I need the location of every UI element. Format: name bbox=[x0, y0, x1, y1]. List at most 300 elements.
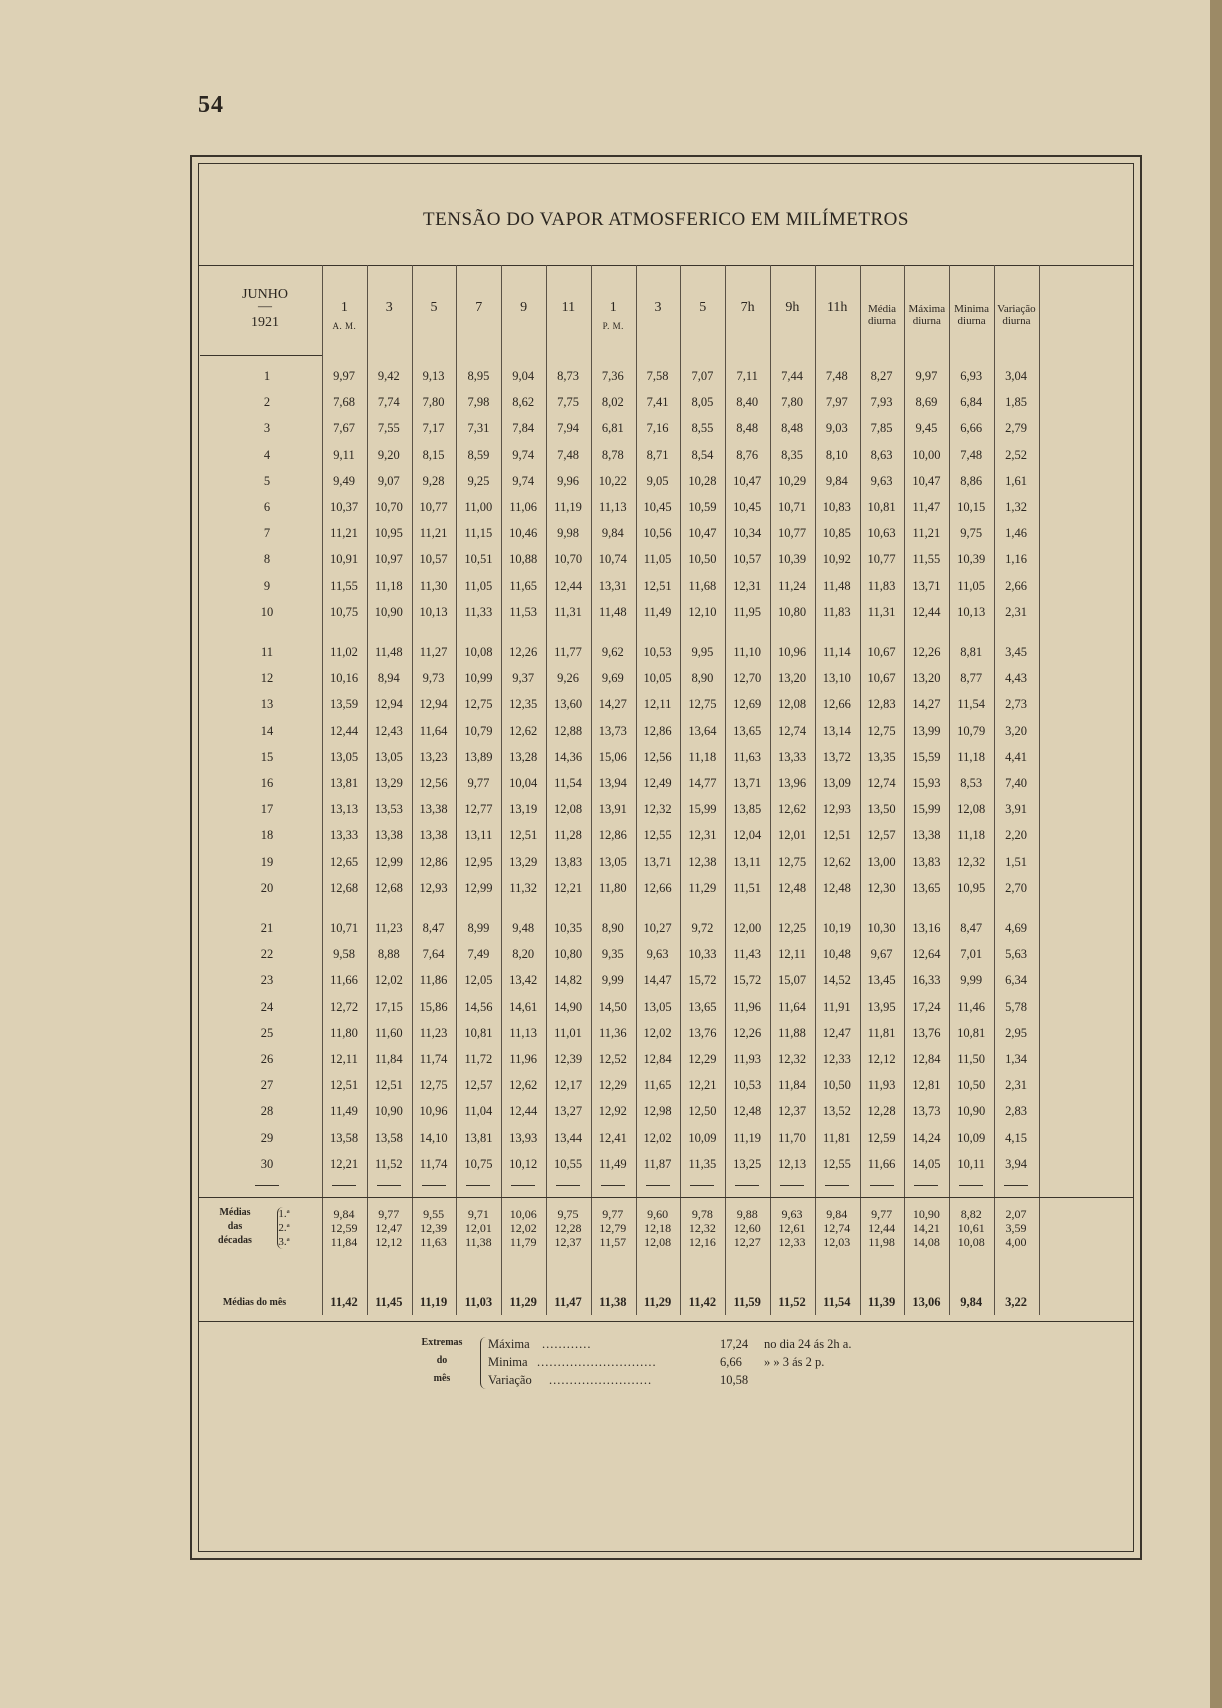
table-cell: 10,55 bbox=[553, 1156, 583, 1171]
table-cell: 13,65 bbox=[912, 880, 941, 895]
table-cell: 8,15 bbox=[422, 447, 445, 462]
column-header-sub: A. M. bbox=[332, 321, 357, 331]
table-cell: 12,62 bbox=[509, 723, 538, 738]
table-cell: 10,96 bbox=[419, 1104, 448, 1119]
decade-cell: 14,08 bbox=[912, 1235, 940, 1249]
table-cell: 9,63 bbox=[646, 947, 669, 962]
table-cell: 12,10 bbox=[688, 604, 717, 619]
table-cell: 11,15 bbox=[464, 526, 493, 541]
table-cell: 15,07 bbox=[777, 973, 807, 988]
table-cell: 11,65 bbox=[643, 1078, 672, 1093]
table-cell: 9,62 bbox=[601, 645, 624, 659]
table-cell: 15,99 bbox=[912, 802, 941, 817]
column-header-top: 9 bbox=[520, 300, 528, 315]
column-header bbox=[591, 302, 636, 332]
table-cell: 7,98 bbox=[467, 395, 490, 410]
table-cell: 13,50 bbox=[867, 802, 896, 817]
day-label: 18 bbox=[260, 828, 274, 843]
day-label: 5 bbox=[263, 473, 271, 488]
table-cell: 12,21 bbox=[329, 1156, 359, 1171]
table-cell: 11,86 bbox=[419, 973, 448, 988]
decade-cell: 3,59 bbox=[1005, 1221, 1027, 1235]
table-cell: 9,63 bbox=[870, 473, 893, 488]
table-cell: 12,77 bbox=[464, 802, 493, 817]
table-cell: 11,13 bbox=[509, 1025, 538, 1040]
table-cell: 13,53 bbox=[374, 802, 403, 817]
column-header bbox=[725, 302, 770, 320]
separator-dash bbox=[332, 1185, 356, 1186]
table-cell: 9,58 bbox=[333, 947, 355, 962]
extremes-label: Extremas bbox=[421, 1337, 463, 1348]
table-cell: 13,72 bbox=[822, 749, 851, 764]
table-cell: 13,19 bbox=[509, 802, 538, 817]
table-cell: 8,78 bbox=[601, 447, 624, 462]
table-cell: 12,29 bbox=[688, 1052, 717, 1066]
table-cell: 12,32 bbox=[777, 1052, 807, 1066]
day-label: 25 bbox=[260, 1025, 274, 1040]
table-cell: 10,50 bbox=[688, 552, 717, 567]
table-cell: 11,80 bbox=[598, 880, 627, 895]
table-cell: 8,76 bbox=[736, 447, 759, 462]
decade-cell: 12,18 bbox=[644, 1221, 672, 1235]
table-cell: 13,09 bbox=[822, 776, 851, 790]
table-cell: 12,95 bbox=[464, 854, 493, 869]
table-cell: 12,29 bbox=[598, 1078, 627, 1093]
table-cell: 10,80 bbox=[777, 604, 807, 619]
table-cell: 12,08 bbox=[553, 802, 583, 817]
table-cell: 8,35 bbox=[781, 447, 803, 462]
day-label: 14 bbox=[260, 723, 274, 738]
table-cell: 12,31 bbox=[733, 578, 762, 593]
table-cell: 11,52 bbox=[374, 1156, 403, 1171]
table-cell: 2,20 bbox=[1005, 828, 1027, 843]
decade-cell: 11,79 bbox=[509, 1235, 537, 1249]
table-cell: 10,81 bbox=[957, 1025, 986, 1040]
table-cell: 12,13 bbox=[777, 1156, 807, 1171]
table-cell: 12,30 bbox=[867, 880, 896, 895]
decades-label: Médias bbox=[219, 1207, 251, 1218]
table-cell: 12,02 bbox=[374, 973, 403, 988]
table-cell: 7,44 bbox=[781, 369, 803, 383]
decade-cell: 12,59 bbox=[330, 1221, 358, 1235]
decade-cell: 12,47 bbox=[375, 1221, 403, 1235]
table-cell: 14,24 bbox=[912, 1130, 941, 1145]
table-cell: 11,31 bbox=[867, 604, 896, 619]
table-cell: 13,91 bbox=[598, 802, 627, 817]
table-cell: 10,83 bbox=[822, 500, 851, 514]
table-cell: 11,84 bbox=[374, 1052, 403, 1066]
day-label: 20 bbox=[260, 880, 274, 895]
table-cell: 12,84 bbox=[643, 1052, 672, 1066]
table-cell: 14,50 bbox=[598, 999, 627, 1014]
table-cell: 11,33 bbox=[464, 604, 493, 619]
table-cell: 2,31 bbox=[1005, 604, 1027, 619]
table-cell: 8,81 bbox=[960, 645, 983, 659]
table-cell: 7,74 bbox=[377, 395, 400, 410]
table-cell: 11,54 bbox=[554, 776, 582, 790]
table-cell: 1,51 bbox=[1005, 854, 1027, 869]
table-cell: 7,48 bbox=[557, 447, 579, 462]
table-cell: 8,40 bbox=[736, 395, 759, 410]
table-cell: 12,75 bbox=[688, 697, 717, 712]
table-cell: 13,60 bbox=[553, 697, 583, 712]
table-cell: 8,90 bbox=[601, 921, 624, 935]
table-cell: 11,54 bbox=[957, 697, 986, 712]
table-cell: 12,74 bbox=[777, 723, 807, 738]
table-cell: 10,56 bbox=[643, 526, 672, 541]
decade-cell: 12,44 bbox=[868, 1221, 896, 1235]
decade-cell: 9,75 bbox=[557, 1207, 579, 1221]
table-cell: 8,73 bbox=[557, 369, 579, 383]
table-cell: 9,69 bbox=[601, 671, 624, 686]
month-mean-cell: 3,22 bbox=[1005, 1295, 1027, 1309]
table-cell: 10,90 bbox=[957, 1104, 986, 1119]
table-cell: 9,04 bbox=[512, 369, 535, 383]
table-cell: 12,62 bbox=[822, 854, 851, 869]
table-cell: 10,19 bbox=[822, 921, 851, 935]
table-cell: 11,66 bbox=[330, 973, 358, 988]
separator-dash bbox=[377, 1185, 401, 1186]
decade-cell: 12,61 bbox=[778, 1221, 806, 1235]
table-cell: 12,65 bbox=[329, 854, 359, 869]
decade-cell: 12,74 bbox=[823, 1221, 851, 1235]
table-cell: 13,76 bbox=[688, 1025, 717, 1040]
table-cell: 11,28 bbox=[554, 828, 582, 843]
decade-cell: 9,88 bbox=[736, 1207, 758, 1221]
table-cell: 10,09 bbox=[957, 1130, 986, 1145]
table-cell: 13,64 bbox=[688, 723, 717, 738]
table-cell: 6,81 bbox=[601, 421, 624, 436]
table-cell: 10,29 bbox=[777, 473, 807, 488]
table-cell: 7,80 bbox=[422, 395, 445, 410]
table-cell: 7,01 bbox=[960, 947, 983, 962]
table-cell: 10,90 bbox=[374, 1104, 403, 1119]
table-cell: 1,32 bbox=[1005, 500, 1027, 514]
summary-rule bbox=[198, 1197, 1134, 1198]
decade-cell: 11,57 bbox=[599, 1235, 627, 1249]
table-cell: 9,37 bbox=[512, 671, 535, 686]
month-mean-cell: 11,29 bbox=[643, 1295, 672, 1309]
table-cell: 10,45 bbox=[733, 500, 762, 514]
separator-dash bbox=[466, 1185, 490, 1186]
table-cell: 10,71 bbox=[777, 500, 807, 514]
table-cell: 8,95 bbox=[467, 369, 490, 383]
table-cell: 12,51 bbox=[509, 828, 538, 843]
table-cell: 8,05 bbox=[691, 395, 714, 410]
table-cell: 11,49 bbox=[643, 604, 672, 619]
table-cell: 12,59 bbox=[867, 1130, 896, 1145]
extreme-dots: ......................... bbox=[549, 1373, 653, 1387]
separator-dash bbox=[735, 1185, 759, 1186]
day-label: 24 bbox=[260, 999, 274, 1014]
table-cell: 17,15 bbox=[374, 999, 403, 1014]
day-label: 6 bbox=[263, 500, 271, 514]
table-cell: 12,86 bbox=[419, 854, 448, 869]
table-cell: 9,99 bbox=[960, 973, 983, 988]
table-cell: 12,92 bbox=[598, 1104, 627, 1119]
table-cell: 9,25 bbox=[467, 473, 490, 488]
table-cell: 12,81 bbox=[912, 1078, 941, 1093]
table-cell: 4,43 bbox=[1005, 671, 1027, 686]
table-cell: 11,23 bbox=[374, 921, 403, 935]
table-cell: 11,48 bbox=[822, 578, 851, 593]
decade-cell: 14,21 bbox=[912, 1221, 940, 1235]
table-cell: 12,75 bbox=[464, 697, 493, 712]
table-cell: 10,45 bbox=[643, 500, 672, 514]
table-cell: 10,53 bbox=[733, 1078, 762, 1093]
table-cell: 12,02 bbox=[643, 1025, 672, 1040]
table-cell: 11,31 bbox=[554, 604, 582, 619]
table-cell: 8,48 bbox=[736, 421, 759, 436]
decade-cell: 11,38 bbox=[465, 1235, 492, 1249]
table-cell: 11,36 bbox=[598, 1025, 627, 1040]
table-cell: 13,16 bbox=[912, 921, 941, 935]
table-cell: 10,57 bbox=[419, 552, 448, 567]
separator-dash bbox=[914, 1185, 938, 1186]
table-cell: 7,49 bbox=[467, 947, 490, 962]
extreme-name: Minima bbox=[488, 1355, 528, 1369]
column-header-top: 5 bbox=[699, 300, 707, 315]
table-cell: 13,65 bbox=[733, 723, 762, 738]
table-cell: 7,07 bbox=[691, 369, 714, 383]
table-cell: 10,95 bbox=[374, 526, 403, 541]
table-cell: 9,75 bbox=[960, 526, 983, 541]
table-cell: 12,75 bbox=[777, 854, 807, 869]
month-mean-cell: 11,45 bbox=[375, 1295, 403, 1309]
page-number: 54 bbox=[198, 92, 224, 118]
table-cell: 15,86 bbox=[419, 999, 448, 1014]
table-cell: 11,95 bbox=[733, 604, 762, 619]
table-cell: 8,90 bbox=[691, 671, 714, 686]
table-cell: 13,99 bbox=[912, 723, 941, 738]
table-cell: 12,88 bbox=[553, 723, 583, 738]
table-cell: 11,23 bbox=[419, 1025, 448, 1040]
table-cell: 7,68 bbox=[333, 395, 355, 410]
separator-dash bbox=[422, 1185, 446, 1186]
table-cell: 7,93 bbox=[870, 395, 893, 410]
table-cell: 12,44 bbox=[509, 1104, 538, 1119]
table-cell: 12,48 bbox=[733, 1104, 762, 1119]
table-cell: 12,68 bbox=[329, 880, 359, 895]
table-cell: 8,20 bbox=[512, 947, 535, 962]
table-cell: 11,21 bbox=[330, 526, 358, 541]
table-cell: 11,53 bbox=[509, 604, 538, 619]
extremes-label: mês bbox=[433, 1373, 451, 1384]
separator-dash bbox=[601, 1185, 625, 1186]
table-cell: 9,84 bbox=[825, 473, 848, 488]
table-cell: 11,32 bbox=[509, 880, 538, 895]
table-cell: 9,67 bbox=[870, 947, 893, 962]
decade-cell: 10,06 bbox=[509, 1207, 537, 1221]
table-cell: 12,99 bbox=[374, 854, 403, 869]
table-cell: 14,77 bbox=[688, 776, 717, 790]
table-cell: 9,07 bbox=[377, 473, 400, 488]
table-cell: 12,39 bbox=[553, 1052, 583, 1066]
month-mean-cell: 11,38 bbox=[599, 1295, 627, 1309]
table-cell: 10,74 bbox=[598, 552, 627, 567]
table-cell: 3,91 bbox=[1005, 802, 1027, 817]
table-cell: 12,48 bbox=[822, 880, 851, 895]
table-cell: 3,94 bbox=[1005, 1156, 1027, 1171]
table-cell: 12,84 bbox=[912, 1052, 941, 1066]
table-cell: 12,05 bbox=[464, 973, 493, 988]
table-cell: 13,23 bbox=[419, 749, 448, 764]
decade-cell: 12,28 bbox=[554, 1221, 582, 1235]
table-cell: 10,04 bbox=[509, 776, 538, 790]
table-cell: 13,85 bbox=[733, 802, 762, 817]
table-cell: 2,79 bbox=[1005, 421, 1027, 436]
table-cell: 13,76 bbox=[912, 1025, 941, 1040]
table-cell: 12,51 bbox=[643, 578, 672, 593]
table-cell: 10,47 bbox=[688, 526, 717, 541]
table-cell: 11,80 bbox=[330, 1025, 358, 1040]
table-cell: 9,49 bbox=[333, 473, 355, 488]
table-cell: 10,71 bbox=[329, 921, 359, 935]
column-header-sub: diurna bbox=[867, 315, 897, 327]
column-header bbox=[636, 302, 681, 320]
table-cell: 14,90 bbox=[553, 999, 583, 1014]
day-label: 27 bbox=[260, 1078, 274, 1093]
table-cell: 10,80 bbox=[553, 947, 583, 962]
table-cell: 9,96 bbox=[557, 473, 579, 488]
decade-cell: 10,90 bbox=[912, 1207, 940, 1221]
extreme-dots: ............ bbox=[542, 1337, 592, 1351]
day-label: 17 bbox=[260, 802, 274, 817]
extreme-note: no dia 24 ás 2h a. bbox=[764, 1337, 852, 1351]
table-cell: 10,99 bbox=[464, 671, 493, 686]
table-cell: 17,24 bbox=[912, 999, 941, 1014]
table-cell: 11,65 bbox=[509, 578, 538, 593]
table-cell: 10,39 bbox=[957, 552, 986, 567]
column-header bbox=[949, 303, 994, 327]
day-label: 21 bbox=[260, 921, 274, 935]
table-cell: 11,19 bbox=[733, 1130, 762, 1145]
decade-cell: 12,33 bbox=[778, 1235, 806, 1249]
month-mean-cell: 11,52 bbox=[778, 1295, 806, 1309]
table-cell: 12,50 bbox=[688, 1104, 717, 1119]
table-cell: 10,27 bbox=[643, 921, 672, 935]
table-cell: 14,27 bbox=[912, 697, 941, 712]
table-cell: 1,16 bbox=[1005, 552, 1027, 567]
table-cell: 15,59 bbox=[912, 749, 941, 764]
table-cell: 16,33 bbox=[912, 973, 941, 988]
table-cell: 13,73 bbox=[598, 723, 627, 738]
table-cell: 9,28 bbox=[422, 473, 445, 488]
decade-cell: 9,77 bbox=[602, 1207, 624, 1221]
decade-name: 3.ª bbox=[278, 1236, 290, 1248]
table-cell: 11,81 bbox=[822, 1130, 851, 1145]
table-cell: 14,27 bbox=[598, 697, 627, 712]
table-cell: 2,83 bbox=[1005, 1104, 1027, 1119]
column-header bbox=[367, 302, 412, 320]
table-cell: 10,16 bbox=[329, 671, 359, 686]
table-cell: 10,88 bbox=[509, 552, 538, 567]
table-cell: 14,05 bbox=[912, 1156, 941, 1171]
month-mean-cell: 11,42 bbox=[688, 1295, 717, 1309]
table-cell: 13,38 bbox=[419, 802, 448, 817]
extreme-value: 10,58 bbox=[720, 1373, 749, 1387]
table-cell: 12,70 bbox=[733, 671, 762, 686]
decade-cell: 4,00 bbox=[1005, 1235, 1027, 1249]
table-cell: 15,99 bbox=[688, 802, 717, 817]
table-cell: 12,69 bbox=[733, 697, 762, 712]
table-cell: 4,69 bbox=[1005, 921, 1027, 935]
table-cell: 11,46 bbox=[957, 999, 986, 1014]
table-cell: 11,83 bbox=[822, 604, 851, 619]
table-cell: 13,38 bbox=[374, 828, 403, 843]
table-cell: 12,37 bbox=[777, 1104, 807, 1119]
table-cell: 13,27 bbox=[553, 1104, 583, 1119]
table-frame bbox=[190, 155, 1142, 1560]
table-cell: 10,50 bbox=[957, 1078, 986, 1093]
table-cell: 12,00 bbox=[733, 921, 762, 935]
table-cell: 12,49 bbox=[643, 776, 672, 790]
table-cell: 7,40 bbox=[1005, 776, 1027, 790]
table-cell: 10,12 bbox=[509, 1156, 538, 1171]
table-cell: 13,42 bbox=[509, 973, 538, 988]
decade-cell: 10,08 bbox=[957, 1235, 985, 1249]
table-cell: 11,96 bbox=[509, 1052, 538, 1066]
table-cell: 2,70 bbox=[1005, 880, 1027, 895]
table-cell: 12,93 bbox=[419, 880, 448, 895]
table-cell: 11,47 bbox=[912, 500, 941, 514]
table-cell: 7,41 bbox=[646, 395, 669, 410]
table-cell: 9,42 bbox=[377, 369, 400, 383]
table-cell: 14,82 bbox=[553, 973, 583, 988]
table-cell: 7,48 bbox=[960, 447, 983, 462]
column-header bbox=[322, 302, 367, 332]
table-cell: 10,91 bbox=[329, 552, 359, 567]
table-cell: 10,09 bbox=[688, 1130, 717, 1145]
table-cell: 12,57 bbox=[867, 828, 896, 843]
month-mean-cell: 11,59 bbox=[733, 1295, 761, 1309]
table-cell: 12,48 bbox=[777, 880, 807, 895]
table-cell: 9,74 bbox=[512, 473, 535, 488]
table-cell: 2,66 bbox=[1005, 578, 1027, 593]
decade-cell: 12,39 bbox=[420, 1221, 448, 1235]
table-cell: 11,91 bbox=[822, 999, 851, 1014]
table-cell: 4,41 bbox=[1005, 749, 1027, 764]
table-cell: 8,69 bbox=[915, 395, 938, 410]
table-cell: 10,77 bbox=[419, 500, 448, 514]
table-cell: 13,05 bbox=[598, 854, 627, 869]
table-cell: 12,56 bbox=[643, 749, 672, 764]
decade-cell: 12,08 bbox=[644, 1235, 672, 1249]
decade-cell: 9,71 bbox=[467, 1207, 489, 1221]
table-cell: 11,05 bbox=[643, 552, 672, 567]
table-cell: 12,35 bbox=[509, 697, 538, 712]
table-cell: 8,94 bbox=[377, 671, 400, 686]
decade-cell: 8,82 bbox=[960, 1207, 982, 1221]
table-cell: 10,95 bbox=[957, 880, 986, 895]
table-cell: 13,11 bbox=[464, 828, 493, 843]
table-cell: 12,08 bbox=[777, 697, 807, 712]
table-cell: 13,00 bbox=[867, 854, 896, 869]
table-cell: 15,72 bbox=[688, 973, 717, 988]
table-cell: 12,04 bbox=[733, 828, 762, 843]
column-header bbox=[860, 303, 905, 327]
decade-cell: 11,84 bbox=[330, 1235, 358, 1249]
day-label: 23 bbox=[260, 973, 274, 988]
day-label: 1 bbox=[263, 369, 271, 383]
table-cell: 11,04 bbox=[464, 1104, 493, 1119]
decade-cell: 12,03 bbox=[823, 1235, 851, 1249]
decade-cell: 9,84 bbox=[333, 1207, 355, 1221]
table-cell: 11,77 bbox=[554, 645, 582, 659]
column-header-top: 7 bbox=[475, 300, 483, 315]
table-cell: 10,70 bbox=[374, 500, 403, 514]
table-cell: 13,83 bbox=[912, 854, 941, 869]
